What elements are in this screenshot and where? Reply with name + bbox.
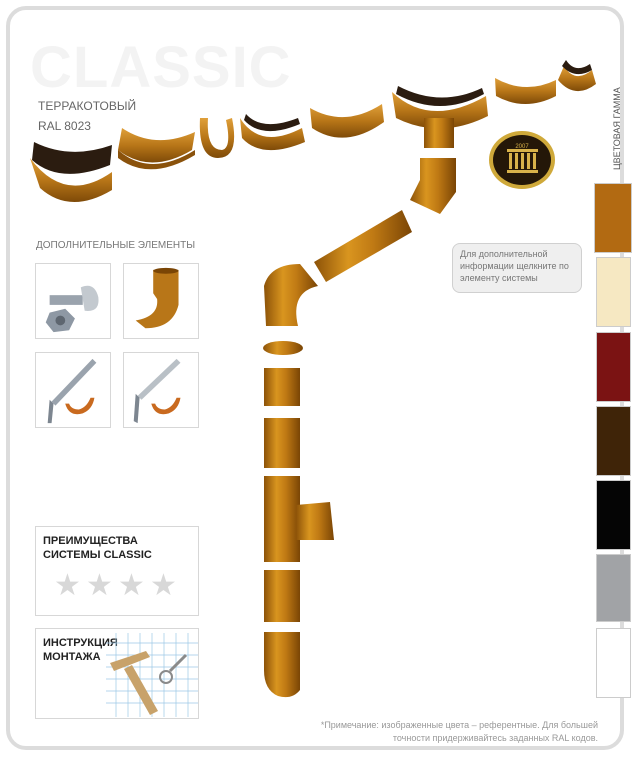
- star-icon: ★: [54, 569, 81, 602]
- gutter-connector-1[interactable]: [240, 114, 305, 150]
- accessories-title: ДОПОЛНИТЕЛЬНЫЕ ЭЛЕМЕНТЫ: [36, 240, 196, 251]
- downpipe-outlet[interactable]: [264, 632, 300, 697]
- pipe-clamp[interactable]: [263, 341, 303, 355]
- advantages-panel[interactable]: [35, 526, 199, 616]
- downpipe-section-diagonal[interactable]: [314, 210, 412, 282]
- tools-blueprint-icon: [106, 633, 198, 717]
- color-swatch[interactable]: [596, 554, 631, 622]
- downpipe-tee[interactable]: [264, 476, 334, 562]
- info-tooltip: Для дополнительной информации щелкните по элементу системы: [452, 243, 582, 293]
- color-swatch[interactable]: [596, 257, 631, 327]
- instructions-title-line1: ИНСТРУКЦИЯ: [43, 637, 118, 649]
- gutter-section-3[interactable]: [495, 78, 556, 104]
- accessory-bolt[interactable]: [35, 263, 111, 339]
- color-swatch[interactable]: [596, 480, 631, 550]
- gutter-section-1[interactable]: [118, 128, 195, 169]
- star-icon: ★: [118, 569, 145, 602]
- gutter-bracket[interactable]: [200, 118, 234, 158]
- long-bracket-icon: [36, 353, 110, 427]
- accessory-elbow[interactable]: [123, 263, 199, 339]
- downpipe-elbow-middle[interactable]: [264, 264, 318, 326]
- elbow-icon: [124, 264, 198, 338]
- downpipe-section-lower[interactable]: [264, 570, 300, 622]
- instructions-title-line2: МОНТАЖА: [43, 651, 101, 663]
- badge-year: 2007: [515, 144, 529, 150]
- color-swatch[interactable]: [594, 183, 632, 253]
- accessory-bracket-long[interactable]: [35, 352, 111, 428]
- star-icon: ★: [150, 569, 177, 602]
- star-icon: ★: [86, 569, 113, 602]
- ral-code-label: RAL 8023: [38, 119, 91, 133]
- color-name-label: ТЕРРАКОТОВЫЙ: [38, 99, 137, 113]
- downpipe-elbow-top[interactable]: [410, 158, 456, 214]
- note-line-1: *Примечание: изображенные цвета – референтные. Для большей: [320, 720, 598, 730]
- color-swatch[interactable]: [596, 332, 631, 402]
- gutter-outlet[interactable]: [392, 86, 488, 148]
- advantages-title-line1: ПРЕИМУЩЕСТВА: [43, 535, 138, 547]
- instructions-panel[interactable]: [35, 628, 199, 719]
- accessory-bracket-short[interactable]: [123, 352, 199, 428]
- series-watermark: CLASSIC: [30, 35, 292, 100]
- palette-label: ЦВЕТОВАЯ ГАММА: [612, 87, 622, 170]
- gutter-end-cap-right[interactable]: [558, 60, 596, 91]
- short-bracket-icon: [124, 353, 198, 427]
- color-disclaimer: [321, 719, 598, 745]
- quality-badge-icon: [487, 129, 557, 191]
- downpipe-section[interactable]: [264, 418, 300, 468]
- downpipe-socket[interactable]: [264, 368, 300, 406]
- bolt-icon: [36, 264, 110, 338]
- gutter-end-cap-left[interactable]: [30, 142, 112, 202]
- note-line-2: точности придерживайтесь заданных RAL кодов.: [392, 733, 598, 743]
- gutter-section-2[interactable]: [310, 104, 384, 138]
- advantages-title-line2: СИСТЕМЫ CLASSIC: [43, 549, 152, 561]
- color-swatch[interactable]: [596, 628, 631, 698]
- color-swatch[interactable]: [596, 406, 631, 476]
